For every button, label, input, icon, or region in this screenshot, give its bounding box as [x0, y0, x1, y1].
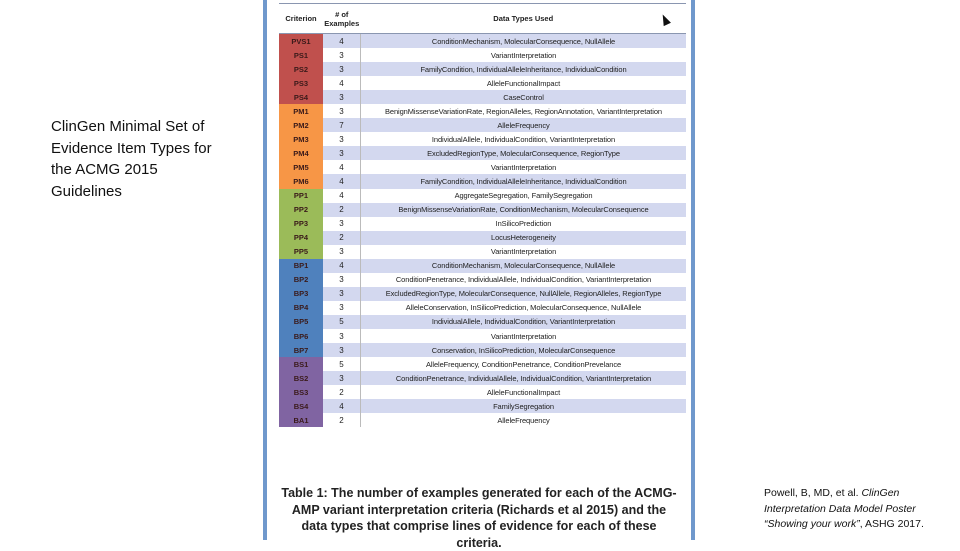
- table-row: [279, 90, 686, 104]
- criterion-cell: PM3: [279, 132, 323, 146]
- criterion-cell: PP5: [279, 245, 323, 259]
- count-cell: 2: [323, 231, 361, 245]
- types-cell: ConditionPenetrance, IndividualAllele, IndividualCondition, VariantInterpretation: [395, 275, 652, 285]
- citation: [764, 486, 960, 533]
- table-row: [279, 62, 686, 76]
- types-cell: ConditionMechanism, MolecularConsequence, NullAllele: [361, 259, 687, 273]
- count-cell: 3: [323, 217, 361, 231]
- table-row: [279, 301, 686, 315]
- table-row: [279, 385, 686, 399]
- types-cell: IndividualAllele, IndividualCondition, VariantInterpretation: [361, 315, 687, 329]
- count-cell: 4: [323, 174, 361, 188]
- count-cell: 3: [323, 287, 361, 301]
- criterion-cell: PS2: [279, 62, 323, 76]
- citation-venue: , ASHG 2017.: [859, 518, 924, 530]
- types-cell: AlleleFrequency: [361, 118, 687, 132]
- types-cell: AlleleConservation, InSilicoPrediction, MolecularConsequence, NullAllele: [405, 303, 642, 313]
- table-row: [279, 259, 686, 273]
- criterion-cell: PP1: [279, 189, 323, 203]
- count-cell: 3: [323, 273, 361, 287]
- types-cell: FamilySegregation: [361, 399, 687, 413]
- criterion-cell: BP5: [279, 315, 323, 329]
- count-cell: 3: [323, 104, 361, 118]
- table-row: [279, 217, 686, 231]
- table-row: [279, 273, 686, 287]
- criterion-cell: PP4: [279, 231, 323, 245]
- evidence-table: [279, 3, 686, 427]
- criterion-cell: BS4: [279, 399, 323, 413]
- criterion-cell: PM6: [279, 174, 323, 188]
- criterion-cell: PM1: [279, 104, 323, 118]
- criterion-cell: PP3: [279, 217, 323, 231]
- table-row: [279, 413, 686, 427]
- types-cell: LocusHeterogeneity: [361, 231, 687, 245]
- types-cell: BenignMissenseVariationRate, RegionAlleles, RegionAnnotation, VariantInterpretation: [384, 106, 662, 116]
- table-row: [279, 146, 686, 160]
- count-cell: 3: [323, 146, 361, 160]
- types-cell: AggregateSegregation, FamilySegregation: [454, 191, 593, 201]
- types-cell: ConditionPenetrance, IndividualAllele, IndividualCondition, VariantInterpretation: [361, 371, 687, 385]
- table-row: [279, 132, 686, 146]
- criterion-cell: PS1: [279, 48, 323, 62]
- table-row: [279, 399, 686, 413]
- types-cell: ExcludedRegionType, MolecularConsequence, RegionType: [361, 146, 687, 160]
- count-cell: 3: [323, 132, 361, 146]
- types-cell: AlleleFunctionalImpact: [486, 387, 561, 397]
- count-cell: 7: [323, 118, 361, 132]
- count-cell: 3: [323, 371, 361, 385]
- count-cell: 4: [323, 34, 361, 49]
- count-cell: 4: [323, 399, 361, 413]
- count-cell: 3: [323, 62, 361, 76]
- count-cell: 2: [323, 413, 361, 427]
- types-cell: VariantInterpretation: [490, 247, 557, 257]
- table-row: [279, 174, 686, 188]
- count-cell: 2: [323, 385, 361, 399]
- table-row: [279, 76, 686, 90]
- criterion-cell: PP2: [279, 203, 323, 217]
- count-cell: 5: [323, 315, 361, 329]
- criterion-cell: PM5: [279, 160, 323, 174]
- count-cell: 4: [323, 160, 361, 174]
- count-cell: 3: [323, 301, 361, 315]
- slide-title: ClinGen Minimal Set of Evidence Item Types for the ACMG 2015 Guidelines: [51, 118, 212, 200]
- criterion-cell: PS3: [279, 76, 323, 90]
- types-cell: ExcludedRegionType, MolecularConsequence, NullAllele, RegionAlleles, RegionType: [361, 287, 687, 301]
- criterion-cell: PS4: [279, 90, 323, 104]
- criterion-cell: BP1: [279, 259, 323, 273]
- criterion-cell: PVS1: [279, 34, 323, 49]
- count-cell: 3: [323, 48, 361, 62]
- types-cell: FamilyCondition, IndividualAlleleInheritance, IndividualCondition: [361, 174, 687, 188]
- table-row: [279, 160, 686, 174]
- criterion-cell: BS1: [279, 357, 323, 371]
- types-cell: InSilicoPrediction: [495, 219, 552, 229]
- count-cell: 4: [323, 76, 361, 90]
- table-row: [279, 189, 686, 203]
- criterion-cell: BP3: [279, 287, 323, 301]
- types-cell: IndividualAllele, IndividualCondition, VariantInterpretation: [431, 134, 616, 144]
- types-cell: CaseControl: [361, 90, 687, 104]
- criterion-cell: BA1: [279, 413, 323, 427]
- count-cell: 2: [323, 203, 361, 217]
- table-row: [279, 231, 686, 245]
- criterion-cell: BP2: [279, 273, 323, 287]
- citation-authors: Powell, B, MD, et al.: [764, 487, 859, 499]
- table-row: [279, 343, 686, 357]
- count-cell: 4: [323, 259, 361, 273]
- table-row: [279, 371, 686, 385]
- count-cell: 3: [323, 90, 361, 104]
- table-row: [279, 315, 686, 329]
- table-row: [279, 48, 686, 62]
- header-criterion: Criterion: [279, 4, 323, 34]
- criterion-cell: BP7: [279, 343, 323, 357]
- criterion-cell: BS2: [279, 371, 323, 385]
- table-image: [263, 0, 695, 550]
- table-row: [279, 329, 686, 343]
- types-cell: FamilyCondition, IndividualAlleleInheritance, IndividualCondition: [361, 62, 687, 76]
- criterion-cell: BS3: [279, 385, 323, 399]
- citation-title: ClinGen Interpretation Data Model Poster “Showing your work”: [764, 487, 916, 530]
- criterion-cell: PM4: [279, 146, 323, 160]
- table-row: [279, 245, 686, 259]
- table-row: [279, 34, 686, 49]
- types-cell: ConditionMechanism, MolecularConsequence, NullAllele: [361, 34, 687, 49]
- count-cell: 4: [323, 189, 361, 203]
- count-cell: 5: [323, 357, 361, 371]
- count-cell: 3: [323, 329, 361, 343]
- table-row: [279, 203, 686, 217]
- table-row: [279, 287, 686, 301]
- types-cell: AlleleFrequency: [497, 415, 550, 425]
- count-cell: 3: [323, 343, 361, 357]
- criterion-cell: PM2: [279, 118, 323, 132]
- types-cell: AlleleFunctionalImpact: [486, 78, 561, 88]
- types-cell: BenignMissenseVariationRate, ConditionMechanism, MolecularConsequence: [361, 203, 687, 217]
- criterion-cell: BP6: [279, 329, 323, 343]
- table-caption: Table 1: The number of examples generated for each of the ACMG-AMP variant interpretation criteria (Richards et al 2015) and the data types that comprise lines of evidence for each of these criteria.: [281, 486, 677, 550]
- types-cell: VariantInterpretation: [490, 50, 557, 60]
- table-header-row: [279, 4, 686, 34]
- header-types: Data Types Used: [361, 4, 687, 34]
- types-cell: AlleleFrequency, ConditionPenetrance, ConditionPrevelance: [425, 359, 622, 369]
- table-row: [279, 118, 686, 132]
- table-row: [279, 357, 686, 371]
- table-row: [279, 104, 686, 118]
- header-count: # of Examples: [323, 4, 361, 34]
- types-cell: Conservation, InSilicoPrediction, MolecularConsequence: [361, 343, 687, 357]
- types-cell: VariantInterpretation: [490, 331, 557, 341]
- count-cell: 3: [323, 245, 361, 259]
- criterion-cell: BP4: [279, 301, 323, 315]
- types-cell: VariantInterpretation: [490, 162, 557, 172]
